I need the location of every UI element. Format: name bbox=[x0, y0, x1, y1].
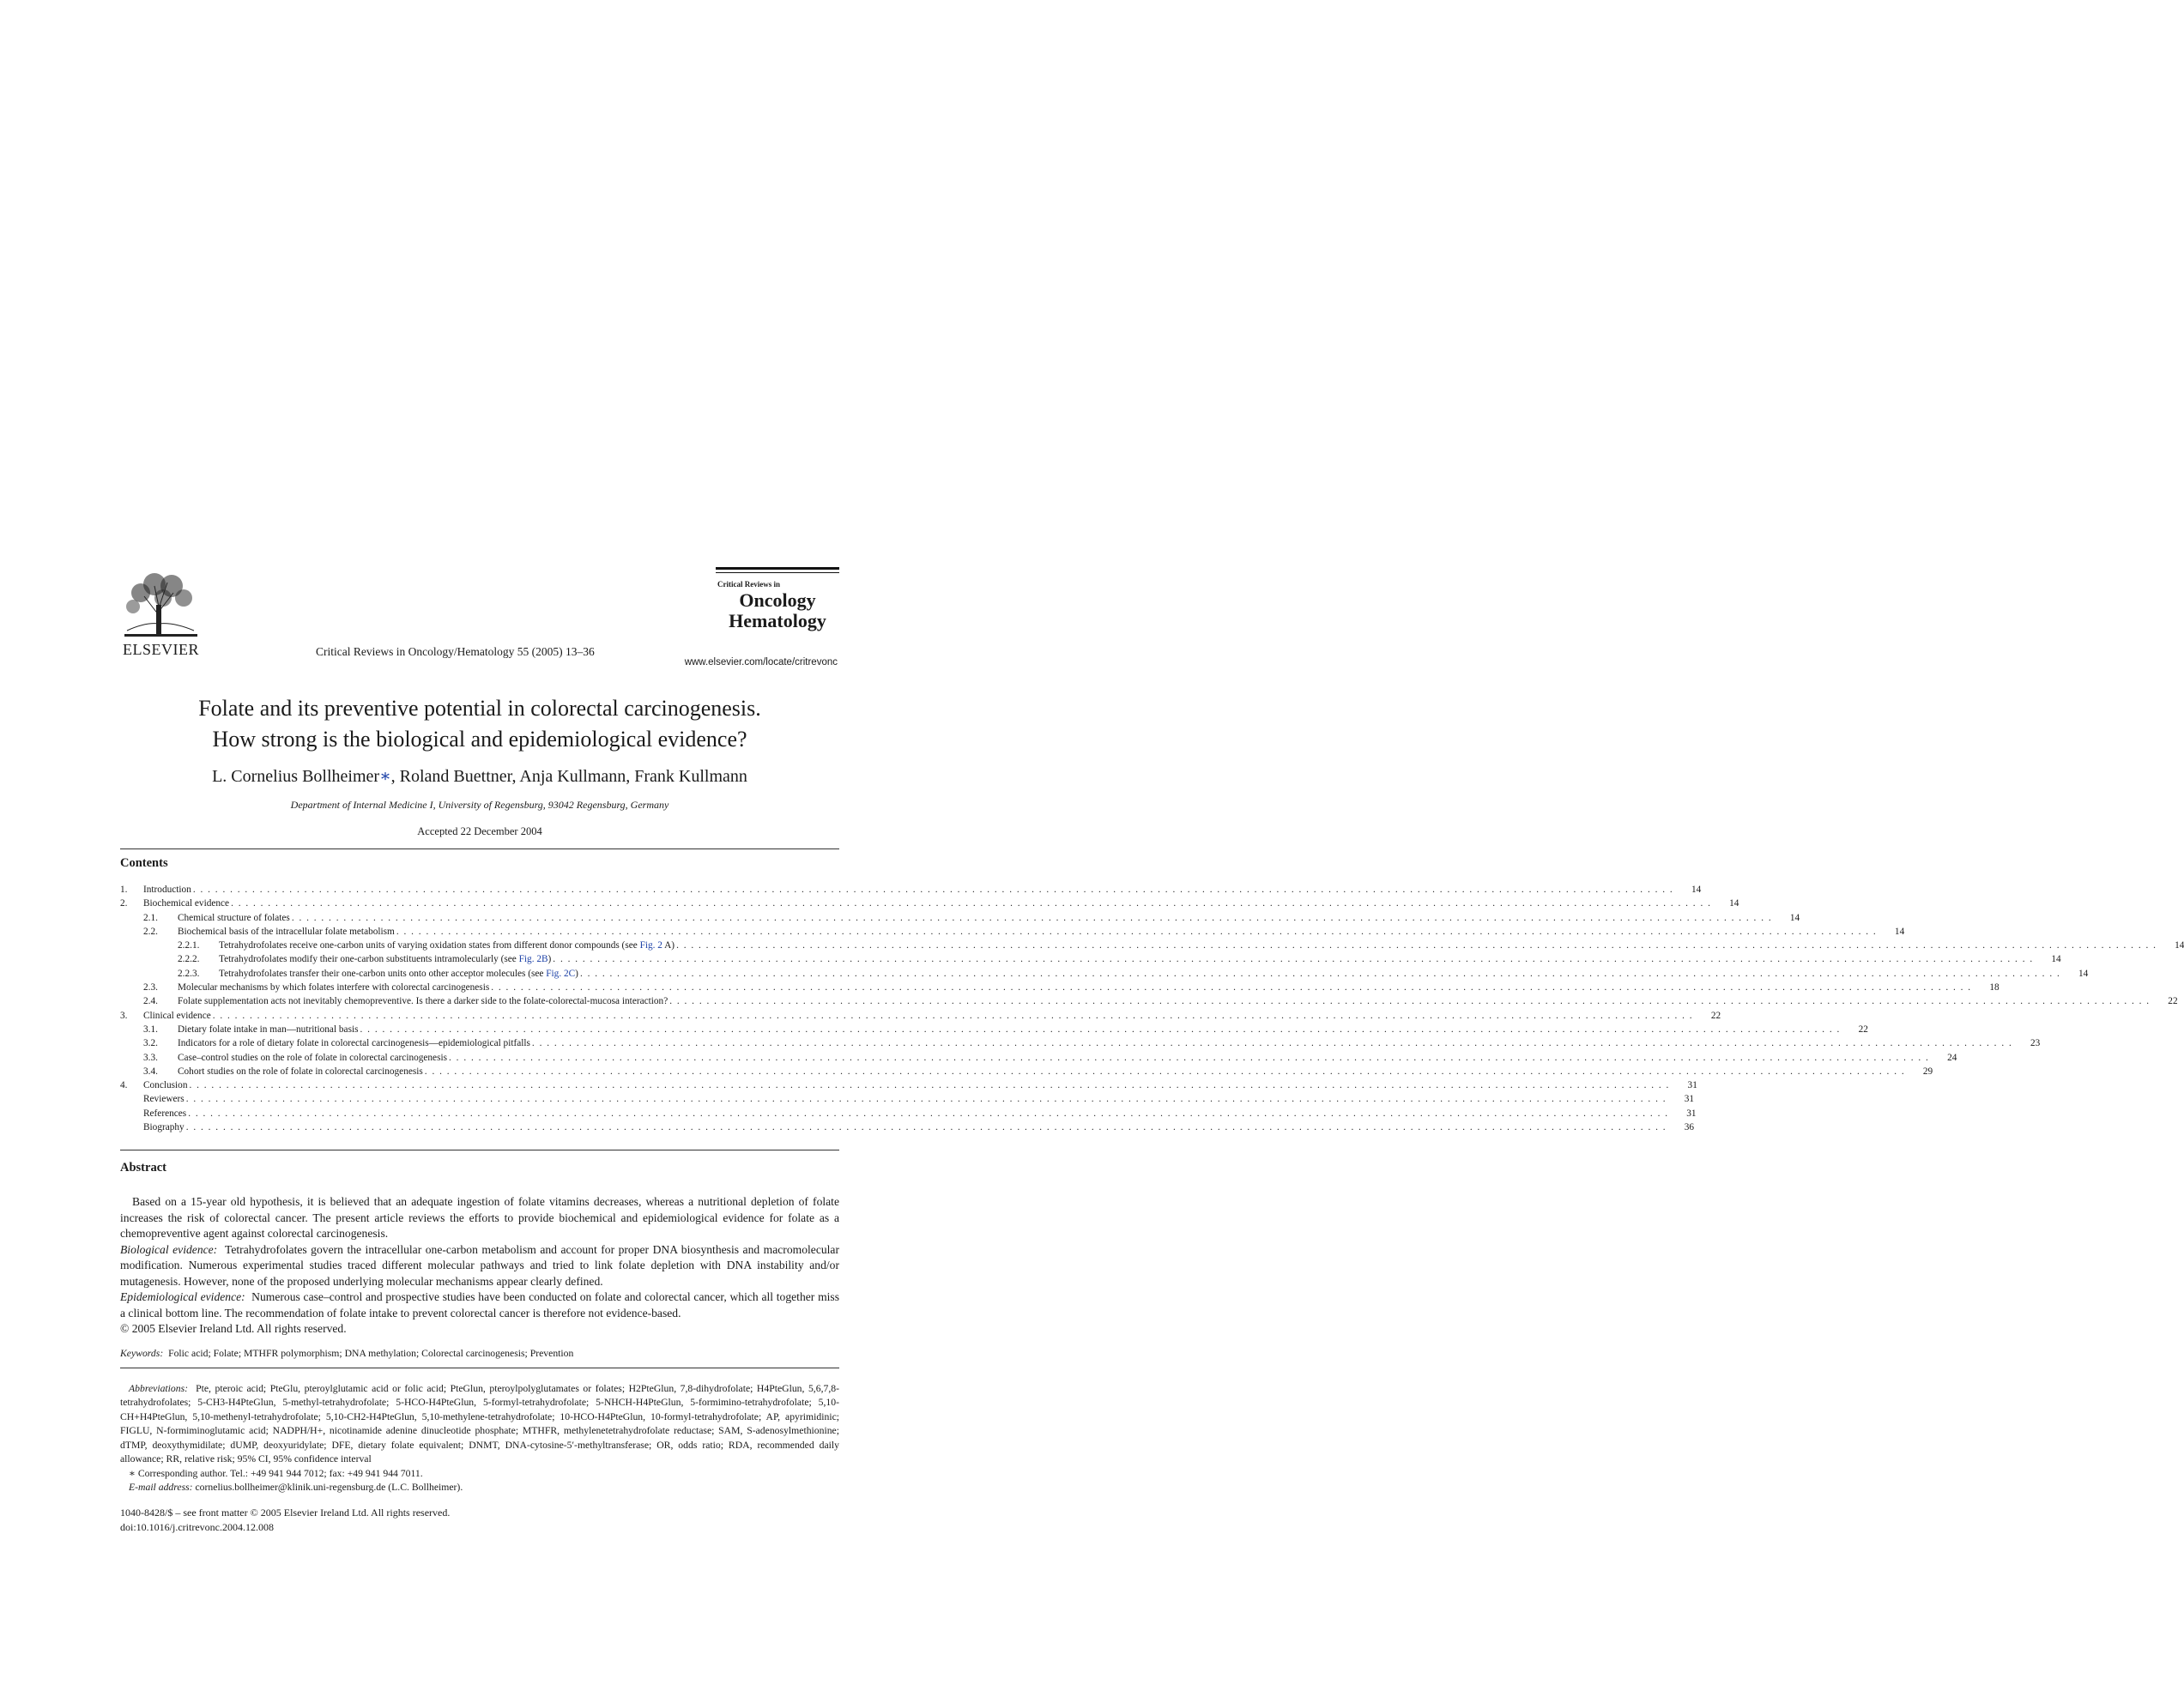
toc-leader-dots: . . . . . . . . . . . . . . . . . . . . . . . . . . . . . . . . . . . . . . . . . . . . . . . . . . . . . . . . . . . . . . . . . . . . . . . . . . . . . . . . . . . . . . . . . . . . . . . . . . . . . . . . . . . . . . . . . . . . . . . . . . . . . . . . . . . . . . . . . . . . . . . . . . . . . . . . . . . . . . . . . . . . . . . . . . . . . . . . . . . . . . . . . . . . . . . . . . . . . . . . bbox=[396, 926, 1878, 937]
abstract-body bbox=[120, 1194, 839, 1338]
toc-entry[interactable] bbox=[120, 968, 2089, 982]
toc-page-number: 36 bbox=[1684, 1122, 1695, 1133]
toc-entry[interactable] bbox=[120, 1122, 1695, 1136]
footnotes bbox=[120, 1382, 839, 1495]
toc-leader-dots: . . . . . . . . . . . . . . . . . . . . . . . . . . . . . . . . . . . . . . . . . . . . . . . . . . . . . . . . . . . . . . . . . . . . . . . . . . . . . . . . . . . . . . . . . . . . . . . . . . . . . . . . . . . . . . . . . . . . . . . . . . . . . . . . . . . . . . . . . . . . . . . . . . . . . . . . . . . . . . . . . . . . . . . . . . . . . . . . . . . . . . . . . . . . . . . . . . . . . . . . bbox=[449, 1052, 1930, 1063]
toc-label bbox=[219, 954, 551, 964]
toc-label bbox=[178, 927, 395, 937]
author-list bbox=[120, 765, 839, 787]
article-title bbox=[120, 693, 839, 755]
toc-label-text: ) bbox=[548, 954, 552, 965]
journal-logo bbox=[716, 567, 839, 631]
toc-leader-dots: . . . . . . . . . . . . . . . . . . . . . . . . . . . . . . . . . . . . . . . . . . . . . . . . . . . . . . . . . . . . . . . . . . . . . . . . . . . . . . . . . . . . . . . . . . . . . . . . . . . . . . . . . . . . . . . . . . . . . . . . . . . . . . . . . . . . . . . . . . . . . . . . . . . . . . . . . . . . . . . . . . . . . . . . . . . . . . . . . . . . . . . . . . . . . . . . . . . . . . . . bbox=[185, 1122, 1667, 1133]
toc-page-number: 18 bbox=[1989, 982, 1999, 993]
toc-label-text: Biography bbox=[143, 1122, 185, 1133]
toc-leader-dots: . . . . . . . . . . . . . . . . . . . . . . . . . . . . . . . . . . . . . . . . . . . . . . . . . . . . . . . . . . . . . . . . . . . . . . . . . . . . . . . . . . . . . . . . . . . . . . . . . . . . . . . . . . . . . . . . . . . . . . . . . . . . . . . . . . . . . . . . . . . . . . . . . . . . . . . . . . . . . . . . . . . . . . . . . . . . . . . . . . . . . . . . . . . . . . . . . . . . . . . . bbox=[231, 898, 1712, 909]
toc-number: 3.3. bbox=[143, 1052, 158, 1063]
toc-entry[interactable] bbox=[120, 982, 1999, 996]
journal-logo-small: Critical Reviews in bbox=[717, 580, 780, 589]
toc-label-text: Clinical evidence bbox=[143, 1010, 211, 1021]
abstract-label: Epidemiological evidence: bbox=[120, 1290, 245, 1304]
toc-label bbox=[219, 969, 578, 979]
toc-entry[interactable] bbox=[120, 996, 2178, 1010]
article-page bbox=[120, 558, 2184, 1535]
toc-label-text: Cohort studies on the role of folate in colorectal carcinogenesis bbox=[178, 1066, 423, 1077]
toc-label bbox=[178, 996, 668, 1006]
toc-page-number: 14 bbox=[1894, 926, 1905, 937]
toc-page-number: 31 bbox=[1684, 1094, 1695, 1105]
toc-page-number: 14 bbox=[2078, 968, 2089, 979]
author-names: , Roland Buettner, Anja Kullmann, Frank Kullmann bbox=[390, 767, 747, 786]
toc-number: 2.4. bbox=[143, 996, 158, 1007]
toc-label bbox=[143, 1080, 187, 1090]
toc-leader-dots: . . . . . . . . . . . . . . . . . . . . . . . . . . . . . . . . . . . . . . . . . . . . . . . . . . . . . . . . . . . . . . . . . . . . . . . . . . . . . . . . . . . . . . . . . . . . . . . . . . . . . . . . . . . . . . . . . . . . . . . . . . . . . . . . . . . . . . . . . . . . . . . . . . . . . . . . . . . . . . . . . . . . . . . . . . . . . . . . . . . . . . . . . . . . . . . . . . . . . . . . bbox=[212, 1010, 1694, 1021]
toc-page-number: 29 bbox=[1922, 1066, 1933, 1077]
email-note bbox=[120, 1481, 839, 1495]
toc-leader-dots: . . . . . . . . . . . . . . . . . . . . . . . . . . . . . . . . . . . . . . . . . . . . . . . . . . . . . . . . . . . . . . . . . . . . . . . . . . . . . . . . . . . . . . . . . . . . . . . . . . . . . . . . . . . . . . . . . . . . . . . . . . . . . . . . . . . . . . . . . . . . . . . . . . . . . . . . . . . . . . . . . . . . . . . . . . . . . . . . . . . . . . . . . . . . . . . . . . . . . . . . bbox=[531, 1038, 2013, 1049]
toc-leader-dots: . . . . . . . . . . . . . . . . . . . . . . . . . . . . . . . . . . . . . . . . . . . . . . . . . . . . . . . . . . . . . . . . . . . . . . . . . . . . . . . . . . . . . . . . . . . . . . . . . . . . . . . . . . . . . . . . . . . . . . . . . . . . . . . . . . . . . . . . . . . . . . . . . . . . . . . . . . . . . . . . . . . . . . . . . . . . . . . . . . . . . . . . . . . . . . . . . . . . . . . . bbox=[188, 1108, 1669, 1119]
toc-entry[interactable] bbox=[120, 926, 1905, 940]
journal-logo-line2: Hematology bbox=[729, 610, 826, 631]
issn-line: 1040-8428/$ – see front matter © 2005 Elsevier Ireland Ltd. All rights reserved. bbox=[120, 1506, 451, 1519]
toc-page-number: 14 bbox=[1691, 885, 1702, 895]
toc-label-text: Tetrahydrofolates modify their one-carbon substituents intramolecularly (see bbox=[219, 954, 519, 965]
divider bbox=[120, 848, 839, 849]
figure-link[interactable]: Fig. 2C bbox=[546, 968, 576, 979]
corresponding-author-note: ∗ Corresponding author. Tel.: +49 941 944 7012; fax: +49 941 944 7011. bbox=[129, 1467, 423, 1479]
toc-number: 3. bbox=[120, 1010, 128, 1021]
abstract-text: Numerous case–control and prospective studies have been conducted on folate and colorectal cancer, which all together miss a clinical bottom line. The recommendation of folate intake to prevent colorectal cancer is therefore not evidence-based. bbox=[120, 1290, 839, 1320]
toc-label-text: ) bbox=[575, 968, 578, 979]
abstract-paragraph bbox=[120, 1242, 839, 1290]
toc-label bbox=[143, 1094, 185, 1104]
toc-label bbox=[143, 1122, 185, 1132]
toc-number: 2.1. bbox=[143, 912, 158, 923]
keywords-text: Folic acid; Folate; MTHFR polymorphism; DNA methylation; Colorectal carcinogenesis; Prevention bbox=[168, 1347, 574, 1359]
figure-link[interactable]: Fig. 2B bbox=[518, 954, 548, 965]
toc-label-text: Conclusion bbox=[143, 1080, 188, 1091]
toc-label-text: Introduction bbox=[143, 885, 191, 895]
logo-rule bbox=[716, 567, 839, 570]
toc-label-text: A) bbox=[662, 940, 675, 951]
toc-leader-dots: . . . . . . . . . . . . . . . . . . . . . . . . . . . . . . . . . . . . . . . . . . . . . . . . . . . . . . . . . . . . . . . . . . . . . . . . . . . . . . . . . . . . . . . . . . . . . . . . . . . . . . . . . . . . . . . . . . . . . . . . . . . . . . . . . . . . . . . . . . . . . . . . . . . . . . . . . . . . . . . . . . . . . . . . . . . . . . . . . . . . . . . . . . . . . . . . . . . . . . . . bbox=[424, 1066, 1906, 1077]
toc-entry[interactable] bbox=[120, 885, 1702, 898]
toc-leader-dots: . . . . . . . . . . . . . . . . . . . . . . . . . . . . . . . . . . . . . . . . . . . . . . . . . . . . . . . . . . . . . . . . . . . . . . . . . . . . . . . . . . . . . . . . . . . . . . . . . . . . . . . . . . . . . . . . . . . . . . . . . . . . . . . . . . . . . . . . . . . . . . . . . . . . . . . . . . . . . . . . . . . . . . . . . . . . . . . . . . . . . . . . . . . . . . . . . . . . . . . . bbox=[185, 1094, 1667, 1105]
toc-entry[interactable] bbox=[120, 954, 2061, 968]
toc-label-text: Biochemical basis of the intracellular folate metabolism bbox=[178, 926, 395, 937]
toc-label bbox=[178, 1038, 530, 1048]
toc-number: 2.2.2. bbox=[178, 954, 200, 965]
toc-leader-dots: . . . . . . . . . . . . . . . . . . . . . . . . . . . . . . . . . . . . . . . . . . . . . . . . . . . . . . . . . . . . . . . . . . . . . . . . . . . . . . . . . . . . . . . . . . . . . . . . . . . . . . . . . . . . . . . . . . . . . . . . . . . . . . . . . . . . . . . . . . . . . . . . . . . . . . . . . . . . . . . . . . . . . . . . . . . . . . . . . . . . . . . . . . . . . . . . . . . . . . . . bbox=[291, 912, 1773, 923]
toc-label-text: Folate supplementation acts not inevitably chemopreventive. Is there a darker side to the folate-colorectal-mucosa interaction? bbox=[178, 996, 669, 1007]
toc-page-number: 24 bbox=[1947, 1052, 1957, 1063]
toc-page-number: 14 bbox=[2175, 940, 2184, 951]
figure-link[interactable]: Fig. 2 bbox=[639, 940, 662, 951]
toc-leader-dots: . . . . . . . . . . . . . . . . . . . . . . . . . . . . . . . . . . . . . . . . . . . . . . . . . . . . . . . . . . . . . . . . . . . . . . . . . . . . . . . . . . . . . . . . . . . . . . . . . . . . . . . . . . . . . . . . . . . . . . . . . . . . . . . . . . . . . . . . . . . . . . . . . . . . . . . . . . . . . . . . . . . . . . . . . . . . . . . . . . . . . . . . . . . . . . . . . . . . . . . . bbox=[669, 996, 2151, 1007]
toc-leader-dots: . . . . . . . . . . . . . . . . . . . . . . . . . . . . . . . . . . . . . . . . . . . . . . . . . . . . . . . . . . . . . . . . . . . . . . . . . . . . . . . . . . . . . . . . . . . . . . . . . . . . . . . . . . . . . . . . . . . . . . . . . . . . . . . . . . . . . . . . . . . . . . . . . . . . . . . . . . . . . . . . . . . . . . . . . . . . . . . . . . . . . . . . . . . . . . . . . . . . . . . . bbox=[189, 1080, 1670, 1091]
journal-url[interactable]: www.elsevier.com/locate/critrevonc bbox=[684, 657, 838, 667]
toc-number: 2.2.1. bbox=[178, 940, 200, 951]
abstract-label: Biological evidence: bbox=[120, 1242, 218, 1256]
abstract-paragraph: Based on a 15-year old hypothesis, it is believed that an adequate ingestion of folate vitamins decreases, whereas a nutritional depletion of folate increases the risk of colorectal cancer. The present article reviews the efforts to provide biochemical and epidemiological evidence for folate as a chemopreventive agent against colorectal carcinogenesis. bbox=[120, 1195, 839, 1241]
toc-page-number: 14 bbox=[1729, 898, 1739, 909]
toc-entry[interactable] bbox=[120, 1024, 1868, 1038]
toc-entry[interactable] bbox=[120, 898, 1739, 912]
affiliation: Department of Internal Medicine I, University of Regensburg, 93042 Regensburg, Germany bbox=[290, 799, 669, 811]
toc-label bbox=[178, 982, 489, 993]
title-line: Folate and its preventive potential in colorectal carcinogenesis. bbox=[198, 696, 761, 721]
elsevier-tree-icon bbox=[120, 571, 202, 641]
toc-page-number: 14 bbox=[2051, 954, 2061, 965]
abbreviations-text: Pte, pteroic acid; PteGlu, pteroylglutamic acid or folic acid; PteGlun, pteroylpolyglutamates or folates; H2PteGlun, 7,8-dihydrofolate; H4PteGlun, 5,6,7,8-tetrahydrofolates; 5-CH3-H4PteGlun, 5-methyl-tetrahydrofolate; 5-HCO-H4PteGlun, 5-formyl-tetrahydrofolate; 5-NHCH-H4PteGlun, 5-formimino-tetrahydrofolate; 5,10-CH+H4PteGlun, 5,10-methenyl-tetrahydrofolate; 5,10-CH2-H4PteGlun, 5,10-methylene-tetrahydrofolate; 10-HCO-H4PteGlun, 10-formyl-tetrahydrofolate; AP, apyrimidinic; FIGLU, N-formiminoglutamic acid; NADPH/H+, nicotinamide adenine dinucleotide phosphate; MTHFR, methylenetetrahydrofolate reductase; SAM, S-adenosylmethionine; dTMP, deoxythymidilate; dUMP, deoxyuridylate; DFE, dietary folate equivalent; DNMT, DNA-cytosine-5′-methyltransferase; OR, odds ratio; RDA, recommended daily allowance; RR, relative risk; 95% CI, 95% confidence interval bbox=[120, 1382, 839, 1465]
table-of-contents bbox=[120, 885, 2184, 1136]
toc-label bbox=[178, 1024, 359, 1035]
title-line: How strong is the biological and epidemiological evidence? bbox=[212, 727, 747, 752]
toc-entry[interactable] bbox=[120, 1080, 1697, 1094]
toc-label-text: Chemical structure of folates bbox=[178, 912, 290, 923]
toc-number: 3.1. bbox=[143, 1024, 158, 1035]
toc-label bbox=[143, 1011, 211, 1021]
toc-label-text: Molecular mechanisms by which folates interfere with colorectal carcinogenesis bbox=[178, 982, 490, 993]
toc-label bbox=[219, 940, 675, 951]
corresponding-author-mark[interactable]: ∗ bbox=[379, 767, 391, 786]
elsevier-logo bbox=[120, 571, 202, 659]
toc-leader-dots: . . . . . . . . . . . . . . . . . . . . . . . . . . . . . . . . . . . . . . . . . . . . . . . . . . . . . . . . . . . . . . . . . . . . . . . . . . . . . . . . . . . . . . . . . . . . . . . . . . . . . . . . . . . . . . . . . . . . . . . . . . . . . . . . . . . . . . . . . . . . . . . . . . . . . . . . . . . . . . . . . . . . . . . . . . . . . . . . . . . . . . . . . . . . . . . . . . . . . . . . bbox=[192, 885, 1674, 895]
journal-logo-line1: Oncology bbox=[739, 589, 816, 611]
toc-leader-dots: . . . . . . . . . . . . . . . . . . . . . . . . . . . . . . . . . . . . . . . . . . . . . . . . . . . . . . . . . . . . . . . . . . . . . . . . . . . . . . . . . . . . . . . . . . . . . . . . . . . . . . . . . . . . . . . . . . . . . . . . . . . . . . . . . . . . . . . . . . . . . . . . . . . . . . . . . . . . . . . . . . . . . . . . . . . . . . . . . . . . . . . . . . . . . . . . . . . . . . . . bbox=[676, 940, 2157, 951]
journal-citation: Critical Reviews in Oncology/Hematology 55 (2005) 13–36 bbox=[316, 645, 595, 658]
toc-number: 4. bbox=[120, 1080, 128, 1091]
abstract-paragraph bbox=[120, 1289, 839, 1321]
toc-page-number: 22 bbox=[1710, 1010, 1721, 1021]
toc-number: 2.3. bbox=[143, 982, 158, 993]
toc-label-text: Reviewers bbox=[143, 1094, 185, 1105]
article-header bbox=[120, 558, 839, 669]
abstract-heading: Abstract bbox=[120, 1161, 166, 1175]
toc-label-text: References bbox=[143, 1108, 187, 1119]
toc-number: 2.2.3. bbox=[178, 968, 200, 979]
toc-label-text: Dietary folate intake in man—nutritional basis bbox=[178, 1024, 359, 1035]
abstract-copyright: © 2005 Elsevier Ireland Ltd. All rights reserved. bbox=[120, 1322, 347, 1336]
abstract-text: Tetrahydrofolates govern the intracellular one-carbon metabolism and account for proper DNA biosynthesis and macromolecular modification. Numerous experimental studies traced different molecular pathways and tried to link folate depletion with DNA instability and/or mutagenesis. However, none of the proposed underlying molecular mechanisms appear clearly defined. bbox=[120, 1242, 839, 1288]
toc-number: 2. bbox=[120, 898, 128, 909]
accepted-date: Accepted 22 December 2004 bbox=[417, 825, 542, 837]
toc-label bbox=[178, 913, 290, 923]
toc-entry[interactable] bbox=[120, 1010, 1721, 1024]
toc-label-text: Tetrahydrofolates transfer their one-carbon units onto other acceptor molecules (see bbox=[219, 968, 547, 979]
toc-page-number: 14 bbox=[1789, 912, 1800, 923]
abbreviations bbox=[120, 1382, 839, 1467]
logo-rule bbox=[716, 572, 839, 573]
toc-leader-dots: . . . . . . . . . . . . . . . . . . . . . . . . . . . . . . . . . . . . . . . . . . . . . . . . . . . . . . . . . . . . . . . . . . . . . . . . . . . . . . . . . . . . . . . . . . . . . . . . . . . . . . . . . . . . . . . . . . . . . . . . . . . . . . . . . . . . . . . . . . . . . . . . . . . . . . . . . . . . . . . . . . . . . . . . . . . . . . . . . . . . . . . . . . . . . . . . . . . . . . . . bbox=[579, 968, 2061, 979]
toc-label-text: Tetrahydrofolates receive one-carbon units of varying oxidation states from different donor compounds (see bbox=[219, 940, 640, 951]
email-link[interactable]: cornelius.bollheimer@klinik.uni-regensburg.de (L.C. Bollheimer). bbox=[195, 1482, 463, 1494]
toc-page-number: 22 bbox=[2168, 996, 2178, 1007]
keywords bbox=[120, 1348, 839, 1359]
publisher-name: ELSEVIER bbox=[123, 641, 199, 658]
toc-label-text: Case–control studies on the role of folate in colorectal carcinogenesis bbox=[178, 1052, 448, 1063]
email-label: E-mail address: bbox=[129, 1482, 193, 1494]
toc-leader-dots: . . . . . . . . . . . . . . . . . . . . . . . . . . . . . . . . . . . . . . . . . . . . . . . . . . . . . . . . . . . . . . . . . . . . . . . . . . . . . . . . . . . . . . . . . . . . . . . . . . . . . . . . . . . . . . . . . . . . . . . . . . . . . . . . . . . . . . . . . . . . . . . . . . . . . . . . . . . . . . . . . . . . . . . . . . . . . . . . . . . . . . . . . . . . . . . . . . . . . . . . bbox=[553, 954, 2034, 965]
toc-number: 3.4. bbox=[143, 1066, 158, 1077]
toc-entry[interactable] bbox=[120, 1094, 1695, 1108]
toc-entry[interactable] bbox=[120, 912, 1800, 927]
toc-entry[interactable] bbox=[120, 1066, 1933, 1080]
author-name: L. Cornelius Bollheimer bbox=[212, 767, 380, 786]
toc-entry[interactable] bbox=[120, 940, 2184, 954]
doi-line[interactable]: doi:10.1016/j.critrevonc.2004.12.008 bbox=[120, 1520, 274, 1533]
toc-label-text: Indicators for a role of dietary folate in colorectal carcinogenesis—epidemiological pitfalls bbox=[178, 1038, 530, 1049]
abbreviations-label: Abbreviations: bbox=[129, 1382, 189, 1394]
toc-label bbox=[178, 1066, 423, 1077]
toc-entry[interactable] bbox=[120, 1038, 2041, 1052]
toc-leader-dots: . . . . . . . . . . . . . . . . . . . . . . . . . . . . . . . . . . . . . . . . . . . . . . . . . . . . . . . . . . . . . . . . . . . . . . . . . . . . . . . . . . . . . . . . . . . . . . . . . . . . . . . . . . . . . . . . . . . . . . . . . . . . . . . . . . . . . . . . . . . . . . . . . . . . . . . . . . . . . . . . . . . . . . . . . . . . . . . . . . . . . . . . . . . . . . . . . . . . . . . . bbox=[360, 1024, 1841, 1035]
toc-leader-dots: . . . . . . . . . . . . . . . . . . . . . . . . . . . . . . . . . . . . . . . . . . . . . . . . . . . . . . . . . . . . . . . . . . . . . . . . . . . . . . . . . . . . . . . . . . . . . . . . . . . . . . . . . . . . . . . . . . . . . . . . . . . . . . . . . . . . . . . . . . . . . . . . . . . . . . . . . . . . . . . . . . . . . . . . . . . . . . . . . . . . . . . . . . . . . . . . . . . . . . . . bbox=[491, 982, 1972, 993]
toc-label bbox=[143, 898, 229, 909]
toc-number: 1. bbox=[120, 885, 128, 895]
toc-number: 3.2. bbox=[143, 1038, 158, 1049]
toc-label bbox=[178, 1053, 447, 1063]
toc-page-number: 31 bbox=[1687, 1080, 1697, 1091]
toc-page-number: 22 bbox=[1858, 1024, 1868, 1035]
toc-label bbox=[143, 885, 191, 895]
keywords-label: Keywords: bbox=[120, 1347, 164, 1359]
toc-number: 2.2. bbox=[143, 926, 158, 937]
toc-entry[interactable] bbox=[120, 1108, 1697, 1122]
article-footer bbox=[120, 1506, 839, 1535]
toc-label-text: Biochemical evidence bbox=[143, 898, 230, 909]
contents-heading: Contents bbox=[120, 856, 168, 870]
toc-entry[interactable] bbox=[120, 1052, 1957, 1066]
toc-label bbox=[143, 1108, 186, 1119]
toc-page-number: 23 bbox=[2030, 1038, 2041, 1049]
toc-page-number: 31 bbox=[1686, 1108, 1697, 1119]
